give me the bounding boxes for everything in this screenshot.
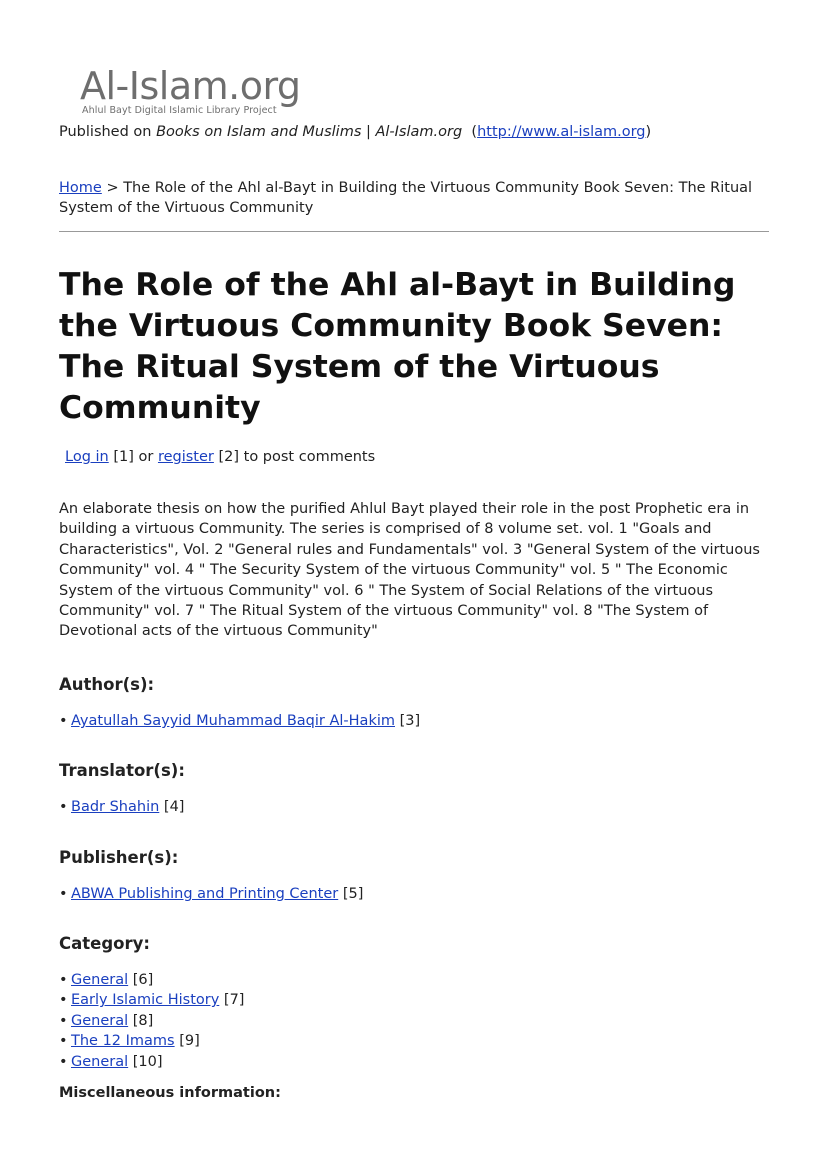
category-list [59,970,244,1072]
divider [59,231,769,232]
published-line: Published on Books on Islam and Muslims | Al-Islam.org (http://www.al-islam.org) [59,124,652,140]
breadcrumb-home-link[interactable]: Home [59,180,102,196]
list-item [59,884,363,904]
published-prefix: Published on [59,124,152,140]
register-ref: [2] [218,449,240,465]
list-item [59,1031,244,1051]
ref-number: [6] [132,972,154,988]
authors-heading: Author(s): [59,675,155,694]
page-title: The Role of the Ahl al-Bayt in Building the Virtuous Community Book Seven: The Ritual System of the Virtuous Community [59,267,736,426]
list-item [59,990,244,1010]
ref-number: [4] [163,799,185,815]
site-logo[interactable] [80,64,320,120]
category-link[interactable]: The 12 Imams [71,1033,175,1050]
ref-number: [5] [342,886,364,902]
translators-list [59,797,184,817]
authors-list [59,711,420,731]
breadcrumb-separator: > [106,180,119,196]
breadcrumb [59,178,769,218]
breadcrumb-current: The Role of the Ahl al-Bayt in Building the Virtuous Community Book Seven: The Ritual System of the Virtuous Community [59,180,753,216]
category-link[interactable]: General [71,972,129,988]
ref-number: [8] [132,1012,154,1029]
category-link[interactable]: Early Islamic History [71,992,220,1009]
list-item [59,1052,244,1072]
publisher-link[interactable]: ABWA Publishing and Printing Center [71,886,339,902]
ref-number: [10] [132,1053,163,1070]
ref-number: [9] [179,1033,200,1050]
login-ref: [1] [113,449,134,465]
published-site: Books on Islam and Muslims | Al-Islam.org [156,124,463,140]
author-link[interactable]: Ayatullah Sayyid Muhammad Baqir Al-Hakim [71,713,395,729]
list-item [59,797,184,817]
logo-wordmark: Al-Islam.org [80,64,301,108]
list-item [59,970,244,990]
login-suffix: to post comments [243,449,376,465]
category-heading: Category: [59,934,150,953]
list-item [59,711,420,731]
misc-heading: Miscellaneous information: [59,1085,281,1101]
logo-tagline: Ahlul Bayt Digital Islamic Library Project [82,105,277,116]
translator-link[interactable]: Badr Shahin [71,799,160,815]
publishers-list [59,884,363,904]
publishers-heading: Publisher(s): [59,848,179,867]
translators-heading: Translator(s): [59,761,185,780]
ref-number: [3] [399,713,421,729]
book-summary: An elaborate thesis on how the purified Ahlul Bayt played their role in the post Prophetic era in building a virtuous Community. The series is comprised of 8 volume set. vol. 1 "Goals and Characteristics", Vol. 2 "General rules and Fundamentals" vol. 3 "General System of the virtuous Community" vol. 4 " The Security System of the virtuous Community" vol. 5 " The Economic System of the virtuous Community" vol. 6 " The System of Social Relations of the virtuous Community" vol. 7 " The Ritual System of the virtuous Community" vol. 8 "The System of Devotional acts of the virtuous Community" [59,501,760,640]
login-prompt [65,449,375,465]
category-link[interactable]: General [71,1053,129,1070]
register-link[interactable]: register [157,449,214,465]
ref-number: [7] [223,992,245,1009]
login-link[interactable]: Log in [65,449,109,465]
category-link[interactable]: General [71,1012,129,1029]
site-url-link[interactable]: http://www.al-islam.org [477,124,646,140]
list-item [59,1011,244,1031]
login-or: or [138,449,154,465]
